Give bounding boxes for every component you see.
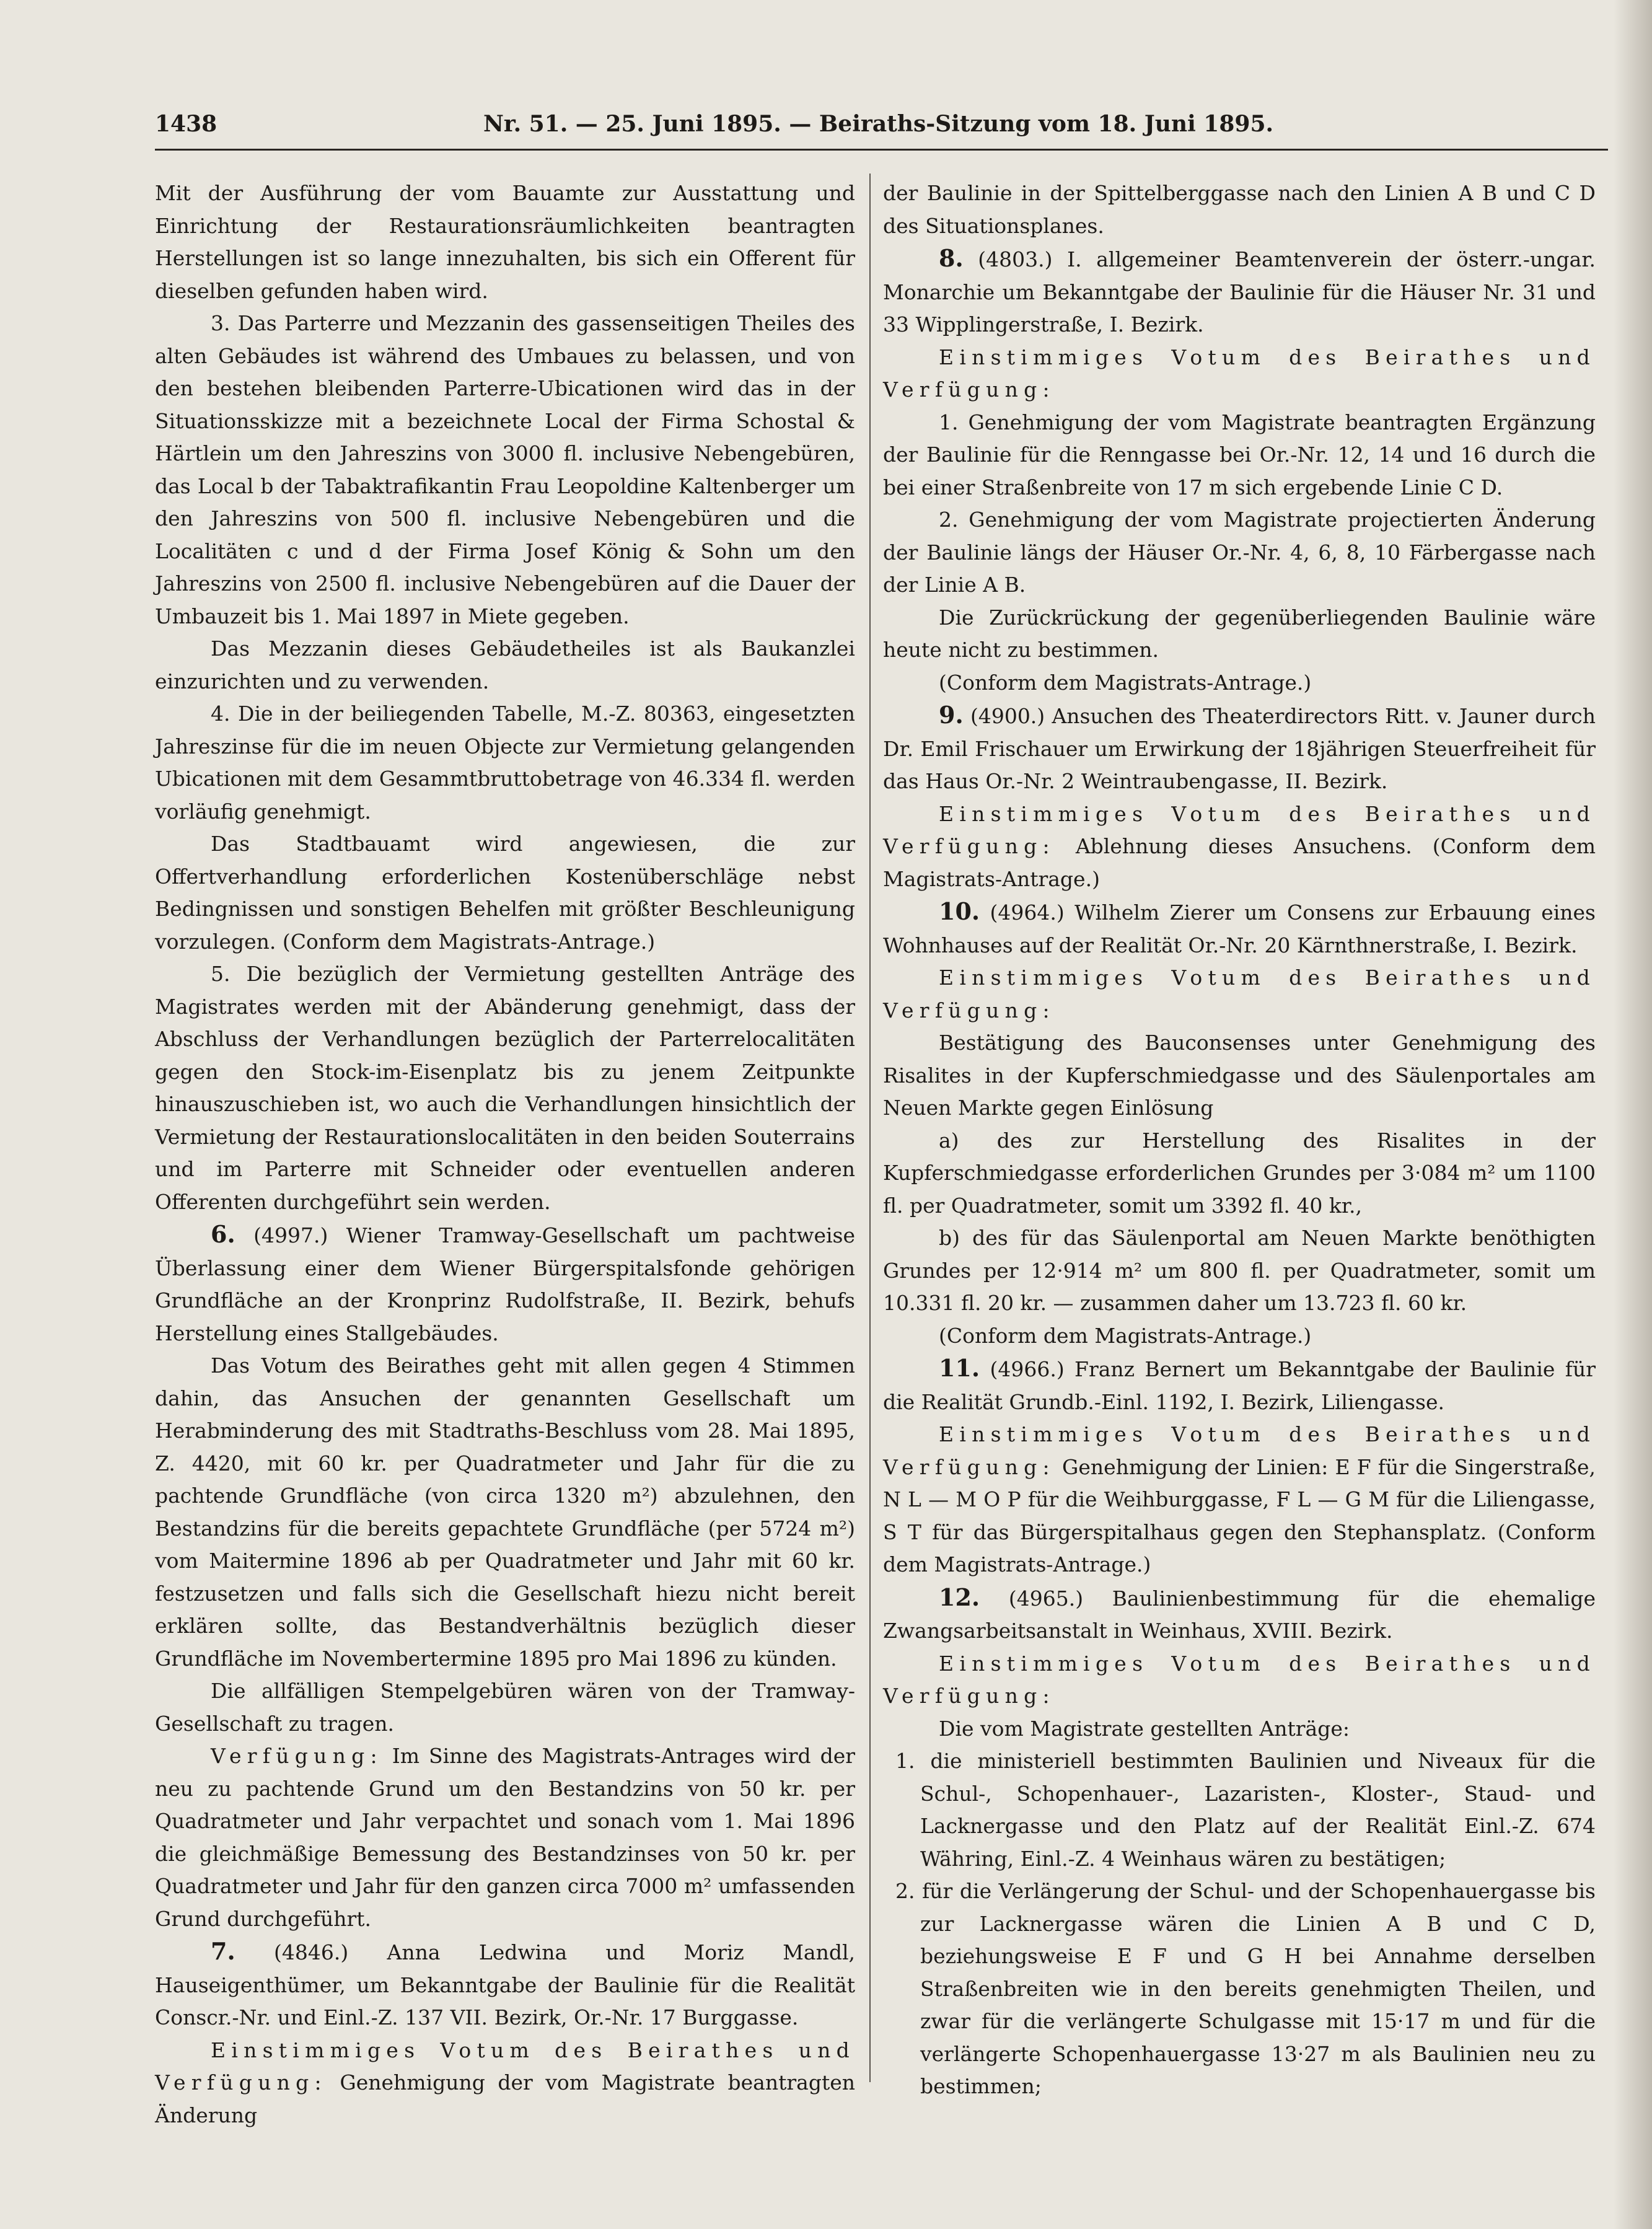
paragraph: Das Stadtbauamt wird angewiesen, die zur Offertverhandlung erforderlichen Kostenüberschläge nebst Bedingnissen und sonstigen Behelfen mit größter Beschleunigung vorzulegen. (Conform dem Magistrats-Antrage.) xyxy=(155,832,855,954)
paragraph: Die allfälligen Stempelgebüren wären von der Tramway-Gesellschaft zu tragen. xyxy=(155,1679,855,1736)
paragraph: 5. Die bezüglich der Vermietung gestellten Anträge des Magistrates werden mit der Abänderung genehmigt, dass der Abschluss der Verhandlungen bezüglich der Parterrelocalitäten gegen den Stock-im-Eisenplatz bis zu jenem Zeitpunkte hinauszuschieben ist, wo auch die Verhandlungen hinsichtlich der Vermietung der Restaurationslocalitäten in den beiden Souterrains und im Parterre mit Schneider oder eventuellen anderen Offerenten durchgeführt sein werden. xyxy=(155,962,855,1214)
paragraph: 2. Genehmigung der vom Magistrate projectierten Änderung der Baulinie längs der Häuser Or.-Nr. 4, 6, 8, 10 Färbergasse nach der Linie A B. xyxy=(883,508,1596,597)
running-head: Nr. 51. — 25. Juni 1895. — Beiraths-Sitzung vom 18. Juni 1895. xyxy=(483,111,1274,137)
item-12 xyxy=(883,1581,1596,1648)
column-divider xyxy=(869,174,871,2082)
item-10 xyxy=(883,895,1596,962)
votum-text: Genehmigung der vom Magistrate beantragten Änderung xyxy=(155,2070,855,2127)
votum-label: Einstimmiges Votum des Beirathes und Verfügung: xyxy=(883,1651,1596,1708)
votum-label: Einstimmiges Votum des Beirathes und Verfügung: xyxy=(883,965,1596,1022)
paragraph: Die Zurückrückung der gegenüberliegenden Baulinie wäre heute nicht zu bestimmen. xyxy=(883,605,1596,662)
list-item: 2. für die Verlängerung der Schul- und der Schopenhauergasse bis zur Lacknergasse wären die Linien A B und C D, beziehungsweise E F und G H bei Annahme derselben Straßenbreiten wie in den bereits genehmigten Theilen, und zwar für die verlängerte Schulgasse mit 15·17 m und für die verlängerte Schopenhauergasse 13·27 m als Baulinien neu zu bestimmen; xyxy=(895,1879,1596,2098)
paragraph: 4. Die in der beiliegenden Tabelle, M.-Z. 80363, eingesetzten Jahreszinse für die im neuen Objecte zur Vermietung gelangenden Ubicationen mit dem Gesammtbruttobetrage von 46.334 fl. werden vorläufig genehmigt. xyxy=(155,701,855,824)
item-6 xyxy=(155,1218,855,1350)
item-text: (4964.) Wilhelm Zierer um Consens zur Erbauung eines Wohnhauses auf der Realität Or.-Nr. 20 Kärnthnerstraße, I. Bezirk. xyxy=(883,900,1596,957)
item-number: 12. xyxy=(939,1583,980,1611)
paragraph: Bestätigung des Bauconsenses unter Genehmigung des Risalites in der Kupferschmiedgasse und des Säulenportales am Neuen Markte gegen Einlösung xyxy=(883,1031,1596,1120)
item-number: 6. xyxy=(211,1220,235,1248)
votum-paragraph xyxy=(883,798,1596,896)
item-text: (4803.) I. allgemeiner Beamtenverein der österr.-ungar. Monarchie um Bekanntgabe der Baulinie für die Häuser Nr. 31 und 33 Wipplingerstraße, I. Bezirk. xyxy=(883,247,1596,336)
page-number: 1438 xyxy=(155,111,217,137)
item-text: (4965.) Baulinienbestimmung für die ehemalige Zwangsarbeitsanstalt in Weinhaus, XVIII. Bezirk. xyxy=(883,1586,1596,1643)
votum-label: Einstimmiges Votum des Beirathes und Verfügung: xyxy=(883,345,1596,402)
votum-paragraph xyxy=(883,1418,1596,1581)
left-column xyxy=(155,177,855,2127)
list-item: 1. die ministeriell bestimmten Baulinien und Niveaux für die Schul-, Schopenhauer-, Lazaristen-, Kloster-, Staud- und Lacknergasse und den Platz auf der Realität Einl.-Z. 674 Währing, Einl.-Z. 4 Weinhaus wären zu bestätigen; xyxy=(895,1749,1596,1871)
paragraph: Das Votum des Beirathes geht mit allen gegen 4 Stimmen dahin, das Ansuchen der genannten Gesellschaft um Herabminderung des mit Stadtraths-Beschluss vom 28. Mai 1895, Z. 4420, mit 60 kr. per Quadratmeter und Jahr für die zu pachtende Grundfläche (von circa 1320 m²) abzulehnen, den Bestandzins für die bereits gepachtete Grundfläche (per 5724 m²) vom Maitermine 1896 ab per Quadratmeter und Jahr mit 60 kr. festzusetzen und falls sich die Gesellschaft hiezu nicht bereit erklären sollte, das Bestandverhältnis bezüglich dieser Grundfläche im Novembertermine 1895 pro Mai 1896 zu künden. xyxy=(155,1353,855,1671)
item-text: (4966.) Franz Bernert um Bekanntgabe der Baulinie für die Realität Grundb.-Einl. 1192, I. Bezirk, Liliengasse. xyxy=(883,1357,1596,1414)
page-edge xyxy=(1614,0,1652,2229)
votum-label: Einstimmiges Votum des Beirathes und Verfügung: xyxy=(883,1422,1596,1479)
item-7 xyxy=(155,1935,855,2034)
item-number: 11. xyxy=(939,1354,980,1382)
item-number: 10. xyxy=(939,897,980,925)
item-9 xyxy=(883,699,1596,798)
paragraph: Das Mezzanin dieses Gebäudetheiles ist als Baukanzlei einzurichten und zu verwenden. xyxy=(155,636,855,693)
item-11 xyxy=(883,1352,1596,1418)
item-number: 9. xyxy=(939,701,964,729)
paragraph: 1. Genehmigung der vom Magistrate beantragten Ergänzung der Baulinie für die Renngasse bei Or.-Nr. 12, 14 und 16 durch die bei einer Straßenbreite von 17 m sich ergebende Linie C D. xyxy=(883,410,1596,499)
verfuegung-paragraph xyxy=(155,1740,855,1935)
paragraph: a) des zur Herstellung des Risalites in der Kupferschmiedgasse erforderlichen Grundes per 3·084 m² um 1100 fl. per Quadratmeter, somit um 3392 fl. 40 kr., xyxy=(883,1128,1596,1218)
item-8 xyxy=(883,242,1596,341)
votum-text: Genehmigung der Linien: E F für die Singerstraße, N L — M O P für die Weihburggasse, F L — G M für die Liliengasse, S T für das Bürgerspitalhaus gegen den Stephansplatz. (Conform dem Magistrats-Antrage.) xyxy=(883,1454,1596,1576)
header-rule xyxy=(155,149,1608,151)
item-text: (4846.) Anna Ledwina und Moriz Mandl, Hauseigenthümer, um Bekanntgabe der Baulinie für die Realität Conscr.-Nr. und Einl.-Z. 137 VII. Bezirk, Or.-Nr. 17 Burggasse. xyxy=(155,1940,855,2029)
right-column xyxy=(883,177,1596,2098)
item-number: 8. xyxy=(939,244,964,272)
paragraph: 3. Das Parterre und Mezzanin des gassenseitigen Theiles des alten Gebäudes ist während des Umbaues zu belassen, und von den bestehen bleibenden Parterre-Ubicationen wird das in der Situationsskizze mit a bezeichnete Local der Firma Schostal & Härtlein um den Jahreszins von 3000 fl. inclusive Nebengebüren, das Local b der Tabaktrafikantin Frau Leopoldine Kaltenberger um den Jahreszins von 500 fl. inclusive Nebengebüren und die Localitäten c und d der Firma Josef König & Sohn um den Jahreszins von 2500 fl. inclusive Nebengebüren auf die Dauer der Umbauzeit bis 1. Mai 1897 in Miete gegeben. xyxy=(155,311,855,628)
paragraph: (Conform dem Magistrats-Antrage.) xyxy=(939,1323,1312,1348)
item-text: (4900.) Ansuchen des Theaterdirectors Ritt. v. Jauner durch Dr. Emil Frischauer um Erwirkung der 18jährigen Steuerfreiheit für das Haus Or.-Nr. 2 Weintraubengasse, II. Bezirk. xyxy=(883,704,1596,793)
item-text: (4997.) Wiener Tramway-Gesellschaft um pachtweise Überlassung einer dem Wiener Bürgerspitalsfonde gehörigen Grundfläche an der Kronprinz Rudolfstraße, II. Bezirk, behufs Herstellung eines Stallgebäudes. xyxy=(155,1223,855,1345)
verfuegung-text: Im Sinne des Magistrats-Antrages wird der neu zu pachtende Grund um den Bestandzins von 50 kr. per Quadratmeter und Jahr verpachtet und sonach vom 1. Mai 1896 die gleichmäßige Bemessung des Bestandzinses von 50 kr. per Quadratmeter und Jahr für den ganzen circa 7000 m² umfassenden Grund durchgeführt. xyxy=(155,1744,855,1931)
page-header xyxy=(155,105,1283,143)
paragraph: der Baulinie in der Spittelberggasse nach den Linien A B und C D des Situationsplanes. xyxy=(883,181,1596,238)
votum-label: Einstimmiges Votum des Beirathes und Verfügung: xyxy=(883,801,1596,858)
paragraph: Die vom Magistrate gestellten Anträge: xyxy=(939,1716,1350,1741)
votum-text: Ablehnung dieses Ansuchens. (Conform dem Magistrats-Antrage.) xyxy=(883,834,1596,891)
votum-paragraph xyxy=(155,2034,855,2132)
votum-label: Einstimmiges Votum des Beirathes und Verfügung: xyxy=(155,2038,855,2095)
paragraph: Mit der Ausführung der vom Bauamte zur Ausstattung und Einrichtung der Restaurationsräumlichkeiten beantragten Herstellungen ist so lange innezuhalten, bis sich ein Offerent für dieselben gefunden haben wird. xyxy=(155,181,855,303)
paragraph: b) des für das Säulenportal am Neuen Markte benöthigten Grundes per 12·914 m² um 800 fl. per Quadratmeter, somit um 10.331 fl. 20 kr. — zusammen daher um 13.723 fl. 60 kr. xyxy=(883,1226,1596,1315)
paragraph: (Conform dem Magistrats-Antrage.) xyxy=(939,670,1312,695)
verfuegung-label: Verfügung: xyxy=(211,1744,383,1768)
item-number: 7. xyxy=(211,1937,235,1965)
